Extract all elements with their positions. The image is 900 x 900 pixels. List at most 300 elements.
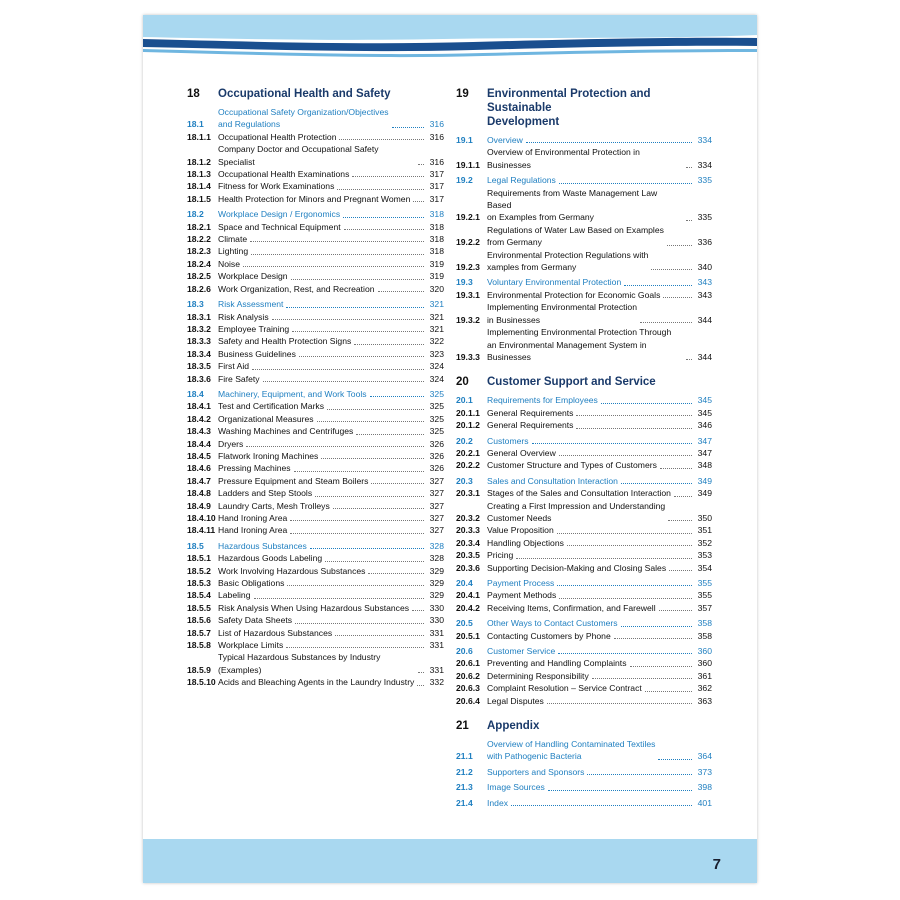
toc-entry[interactable] [187,193,444,205]
toc-section-entry[interactable] [456,394,712,406]
dot-leader [339,139,424,140]
toc-entry[interactable] [456,602,712,614]
entry-number: 18.3.5 [187,361,211,372]
entry-page-number: 335 [697,212,712,223]
entry-title: Requirements from Waste Management Law Based on Examples from Germany [487,187,658,223]
toc-entry[interactable] [456,549,712,561]
toc-entry[interactable] [456,630,712,642]
entry-title-wrap [487,447,694,459]
chapter-heading [456,375,712,389]
entry-title-wrap [487,657,694,669]
entry-title-wrap [487,475,694,487]
entry-number: 18.1.4 [187,181,211,192]
entry-title-wrap [218,627,426,639]
entry-title-wrap [487,549,694,561]
entry-number: 20.3.6 [456,562,480,573]
toc-entry[interactable] [187,639,444,651]
entry-title: Pressing Machines [218,463,291,474]
toc-entry[interactable] [456,670,712,682]
entry-title-wrap [218,676,426,688]
dot-leader [412,610,424,611]
entry-title-wrap [487,537,694,549]
entry-title-wrap [487,419,694,431]
entry-page-number: 343 [697,289,712,300]
toc-section-entry[interactable] [456,617,712,629]
dot-leader [354,344,424,345]
entry-title: Space and Technical Equipment [218,221,341,232]
toc-entry[interactable] [456,224,712,249]
entry-number: 20.2.1 [456,447,480,458]
toc-entry[interactable] [456,146,712,171]
toc-entry[interactable] [187,524,444,536]
toc-entry[interactable] [187,512,444,524]
dot-leader [658,759,692,760]
dot-leader [418,672,424,673]
entry-title: Acids and Bleaching Agents in the Laundry Industry [218,677,415,688]
toc-entry[interactable] [187,400,444,412]
entry-title: Sales and Consultation Interaction [487,475,618,486]
entry-title-wrap [487,289,694,301]
entry-title-wrap [218,438,426,450]
entry-page-number: 331 [429,640,444,651]
entry-number: 18.2.2 [187,234,211,245]
entry-page-number: 340 [697,262,712,273]
entry-number: 20.6.4 [456,695,480,706]
entry-title-wrap [218,639,426,651]
entry-title: Risk Analysis When Using Hazardous Substances [218,602,410,613]
entry-title-wrap [218,180,426,192]
entry-number: 18.5 [187,540,204,551]
entry-title: Preventing and Handling Complaints [487,658,627,669]
entry-title: Business Guidelines [218,348,296,359]
entry-number: 20.2 [456,435,473,446]
entry-title-wrap [218,589,426,601]
entry-title-wrap [218,258,426,270]
toc-section-entry[interactable] [456,738,712,763]
entry-title-wrap [218,512,426,524]
entry-title: Washing Machines and Centrifuges [218,426,354,437]
entry-page-number: 318 [429,246,444,257]
dot-leader [587,774,692,775]
dot-leader [668,520,692,521]
entry-number: 18.4.8 [187,488,211,499]
entry-title-wrap [487,407,694,419]
entry-title: Overview of Environmental Protection in Businesses [487,147,640,170]
entry-title-wrap [218,614,426,626]
entry-page-number: 373 [697,766,712,777]
entry-title-wrap [218,450,426,462]
toc-entry[interactable] [187,311,444,323]
entry-title-wrap [487,249,694,274]
chapter-heading [456,719,712,733]
dot-leader [337,189,424,190]
entry-title: Test and Certification Marks [218,401,325,412]
toc-page [143,15,757,883]
dot-leader [287,585,424,586]
entry-title: Fitness for Work Examinations [218,181,335,192]
entry-title: Company Doctor and Occupational Safety Specialist [218,144,379,167]
entry-number: 18.3 [187,299,204,310]
entry-title: Index [487,797,509,808]
toc-entry[interactable] [456,589,712,601]
chapter-number: 20 [456,376,469,389]
entry-title: Machinery, Equipment, and Work Tools [218,388,367,399]
chapter-number: 18 [187,88,200,100]
entry-title: Labeling [218,590,251,601]
entry-title: Flatwork Ironing Machines [218,450,319,461]
entry-number: 20.6.1 [456,658,480,669]
entry-title-wrap [218,283,426,295]
toc-entry[interactable] [187,258,444,270]
chapter-heading [187,87,444,101]
entry-number: 20.6 [456,646,473,657]
entry-page-number: 331 [429,664,444,675]
entry-page-number: 363 [697,695,712,706]
toc-entry[interactable] [187,462,444,474]
toc-entry[interactable] [456,562,712,574]
entry-page-number: 317 [429,181,444,192]
entry-page-number: 348 [697,460,712,471]
entry-number: 18.5.3 [187,578,211,589]
toc-entry[interactable] [456,459,712,471]
toc-entry[interactable] [456,289,712,301]
entry-page-number: 317 [429,169,444,180]
entry-title-wrap [218,373,426,385]
entry-title-wrap [218,221,426,233]
dot-leader [321,458,424,459]
entry-title: Hand Ironing Area [218,525,288,536]
entry-number: 18.5.10 [187,677,216,688]
dot-leader [567,545,692,546]
entry-title: Supporting Decision-Making and Closing Sales [487,562,667,573]
entry-title: Creating a First Impression and Understanding Customer Needs [487,500,666,523]
entry-number: 18.4.7 [187,475,211,486]
dot-leader [659,610,692,611]
entry-page-number: 321 [429,311,444,322]
dot-leader [333,508,424,509]
entry-page-number: 330 [429,602,444,613]
toc-entry[interactable] [187,131,444,143]
toc-section-entry[interactable] [456,766,712,778]
entry-title-wrap [218,462,426,474]
entry-title: Stages of the Sales and Consultation Interaction [487,488,671,499]
toc-section-entry[interactable] [456,276,712,288]
entry-title-wrap [487,326,694,363]
toc-entry[interactable] [456,537,712,549]
toc-entry[interactable] [456,326,712,363]
entry-page-number: 360 [697,646,712,657]
dot-leader [663,297,692,298]
entry-page-number: 319 [429,271,444,282]
entry-page-number: 324 [429,361,444,372]
chapter-title: Occupational Health and Safety [218,88,391,100]
entry-title: Hazardous Goods Labeling [218,553,323,564]
toc-entry[interactable] [187,500,444,512]
entry-number: 18.4.2 [187,413,211,424]
entry-number: 19.3 [456,277,473,288]
entry-page-number: 349 [697,488,712,499]
entry-title: Customer Structure and Types of Customers [487,460,657,471]
dot-leader [343,217,424,218]
toc-entry[interactable] [187,602,444,614]
dot-leader [686,167,692,168]
entry-title: Workplace Design / Ergonomics [218,209,341,220]
entry-title-wrap [487,524,694,536]
entry-number: 18.2 [187,209,204,220]
entry-page-number: 330 [429,615,444,626]
toc-section-entry[interactable] [187,106,444,131]
entry-page-number: 328 [429,553,444,564]
toc-entry[interactable] [187,438,444,450]
toc-entry[interactable] [456,407,712,419]
entry-title-wrap [218,106,426,131]
toc-section-entry[interactable] [187,388,444,400]
entry-title-wrap [218,425,426,437]
entry-title: Occupational Safety Organization/Objectives and Regulations [218,107,389,130]
entry-number: 20.4.1 [456,590,480,601]
dot-leader [292,331,424,332]
entry-title-wrap [218,131,426,143]
entry-number: 18.5.7 [187,627,211,638]
toc-entry[interactable] [456,682,712,694]
dot-leader [272,319,424,320]
toc-entry[interactable] [187,180,444,192]
dot-leader [371,483,424,484]
entry-page-number: 325 [429,426,444,437]
entry-number: 18.1 [187,119,204,130]
toc-section-entry[interactable] [456,781,712,793]
entry-title-wrap [487,670,694,682]
toc-entry[interactable] [456,500,712,525]
dot-leader [559,598,692,599]
toc-entry[interactable] [187,335,444,347]
dot-leader [252,369,424,370]
entry-page-number: 344 [697,351,712,362]
entry-number: 19.3.3 [456,351,480,362]
entry-page-number: 321 [429,323,444,334]
entry-title-wrap [487,394,694,406]
toc-section-entry[interactable] [456,475,712,487]
dot-leader [559,183,692,184]
entry-title: First Aid [218,361,250,372]
toc-entry[interactable] [187,348,444,360]
dot-leader [576,428,692,429]
toc-entry[interactable] [187,360,444,372]
toc-section-entry[interactable] [456,174,712,186]
entry-number: 18.3.4 [187,348,211,359]
toc-entry[interactable] [187,651,444,676]
entry-page-number: 345 [697,407,712,418]
entry-title-wrap [487,766,694,778]
dot-leader [651,269,692,270]
toc-entry[interactable] [187,245,444,257]
toc-entry[interactable] [187,487,444,499]
entry-page-number: 327 [429,525,444,536]
dot-leader [291,279,424,280]
entry-page-number: 346 [697,420,712,431]
toc-section-entry[interactable] [456,797,712,809]
entry-title: Laundry Carts, Mesh Trolleys [218,500,330,511]
dot-leader [290,520,424,521]
toc-entry[interactable] [456,301,712,326]
toc-entry[interactable] [187,577,444,589]
entry-page-number: 325 [429,401,444,412]
entry-page-number: 329 [429,590,444,601]
entry-title-wrap [218,143,426,168]
toc-entry[interactable] [187,589,444,601]
toc-entry[interactable] [187,143,444,168]
toc-section-entry[interactable] [187,298,444,310]
entry-number: 19.3.1 [456,289,480,300]
dot-leader [344,229,424,230]
entry-page-number: 358 [697,630,712,641]
toc-entry[interactable] [456,524,712,536]
entry-title-wrap [218,335,426,347]
entry-title-wrap [218,540,426,552]
toc-column-right [456,87,712,809]
entry-page-number: 327 [429,488,444,499]
entry-title: Value Proposition [487,525,554,536]
toc-section-entry[interactable] [187,540,444,552]
entry-number: 18.3.6 [187,373,211,384]
toc-entry[interactable] [456,187,712,224]
entry-title: Work Involving Hazardous Substances [218,565,366,576]
toc-entry[interactable] [456,657,712,669]
entry-number: 18.4.1 [187,401,211,412]
dot-leader [352,176,424,177]
entry-title-wrap [218,348,426,360]
dot-leader [576,415,692,416]
chapter-title: Environmental Protection and Sustainable Development [487,88,651,128]
entry-number: 18.4.4 [187,438,211,449]
entry-title: Customers [487,435,529,446]
entry-page-number: 334 [697,159,712,170]
entry-title: Typical Hazardous Substances by Industry (Examples) [218,652,381,675]
entry-page-number: 364 [697,751,712,762]
toc-entry[interactable] [187,425,444,437]
entry-title: Risk Assessment [218,299,284,310]
entry-title-wrap [487,224,694,249]
entry-title: Implementing Environmental Protection in Businesses [487,302,637,325]
toc-entry[interactable] [187,475,444,487]
dot-leader [686,220,692,221]
dot-leader [601,403,692,404]
toc-entry[interactable] [187,323,444,335]
toc-entry[interactable] [456,447,712,459]
toc-entry[interactable] [187,614,444,626]
dot-leader [254,598,425,599]
toc-section-entry[interactable] [456,134,712,146]
toc-section-entry[interactable] [456,645,712,657]
entry-title-wrap [218,270,426,282]
toc-entry[interactable] [456,695,712,707]
entry-title: Basic Obligations [218,578,285,589]
entry-page-number: 326 [429,450,444,461]
dot-leader [243,266,424,267]
entry-number: 20.1.2 [456,420,480,431]
entry-number: 18.1.5 [187,193,211,204]
dot-leader [557,533,692,534]
entry-number: 18.4.10 [187,513,216,523]
entry-page-number: 351 [697,525,712,536]
entry-number: 18.4.6 [187,463,211,474]
dot-leader [624,285,692,286]
toc-section-entry[interactable] [187,208,444,220]
entry-title-wrap [218,311,426,323]
toc-entry[interactable] [187,373,444,385]
toc-entry[interactable] [456,249,712,274]
footer-band [143,839,757,883]
entry-number: 20.4.2 [456,602,480,613]
entry-title: Fire Safety [218,373,260,384]
entry-page-number: 401 [697,797,712,808]
entry-title: General Requirements [487,420,574,431]
toc-entry[interactable] [187,270,444,282]
dot-leader [263,381,424,382]
toc-entry[interactable] [187,168,444,180]
entry-number: 20.1.1 [456,407,480,418]
entry-page-number: 361 [697,670,712,681]
entry-number: 18.5.4 [187,590,211,601]
entry-number: 20.4 [456,578,473,588]
toc-entry[interactable] [187,552,444,564]
entry-page-number: 355 [697,578,712,588]
entry-title-wrap [487,645,694,657]
entry-title-wrap [218,475,426,487]
entry-title: Safety Data Sheets [218,615,293,626]
entry-number: 20.6.2 [456,670,480,681]
entry-number: 18.2.6 [187,283,211,294]
toc-entry[interactable] [187,627,444,639]
entry-title: Lighting [218,246,249,257]
entry-number: 18.1.1 [187,131,211,142]
dot-leader [630,666,693,667]
entry-title: Workplace Limits [218,640,284,651]
dot-leader [614,638,692,639]
entry-number: 18.4 [187,388,204,399]
entry-page-number: 325 [429,388,444,399]
dot-leader [686,359,692,360]
toc-entry[interactable] [187,283,444,295]
entry-page-number: 316 [429,156,444,167]
toc-entry[interactable] [187,565,444,577]
toc-entry[interactable] [187,233,444,245]
entry-page-number: 357 [697,602,712,613]
entry-page-number: 318 [429,209,444,220]
toc-entry[interactable] [187,676,444,688]
page-number: 7 [712,856,721,873]
entry-title: Dryers [218,438,244,449]
toc-entry[interactable] [456,419,712,431]
toc-entry[interactable] [456,487,712,499]
toc-section-entry[interactable] [456,435,712,447]
entry-title: Organizational Measures [218,413,314,424]
chapter-number: 19 [456,88,469,100]
dot-leader [413,201,424,202]
dot-leader [645,691,692,692]
entry-title: Determining Responsibility [487,670,589,681]
toc-section-entry[interactable] [456,577,712,589]
entry-number: 19.2.2 [456,237,480,248]
toc-entry[interactable] [187,413,444,425]
dot-leader [378,291,424,292]
entry-title: Ladders and Step Stools [218,488,313,499]
entry-page-number: 335 [697,175,712,186]
entry-title-wrap [218,360,426,372]
toc-entry[interactable] [187,221,444,233]
toc-entry[interactable] [187,450,444,462]
entry-title-wrap [218,233,426,245]
